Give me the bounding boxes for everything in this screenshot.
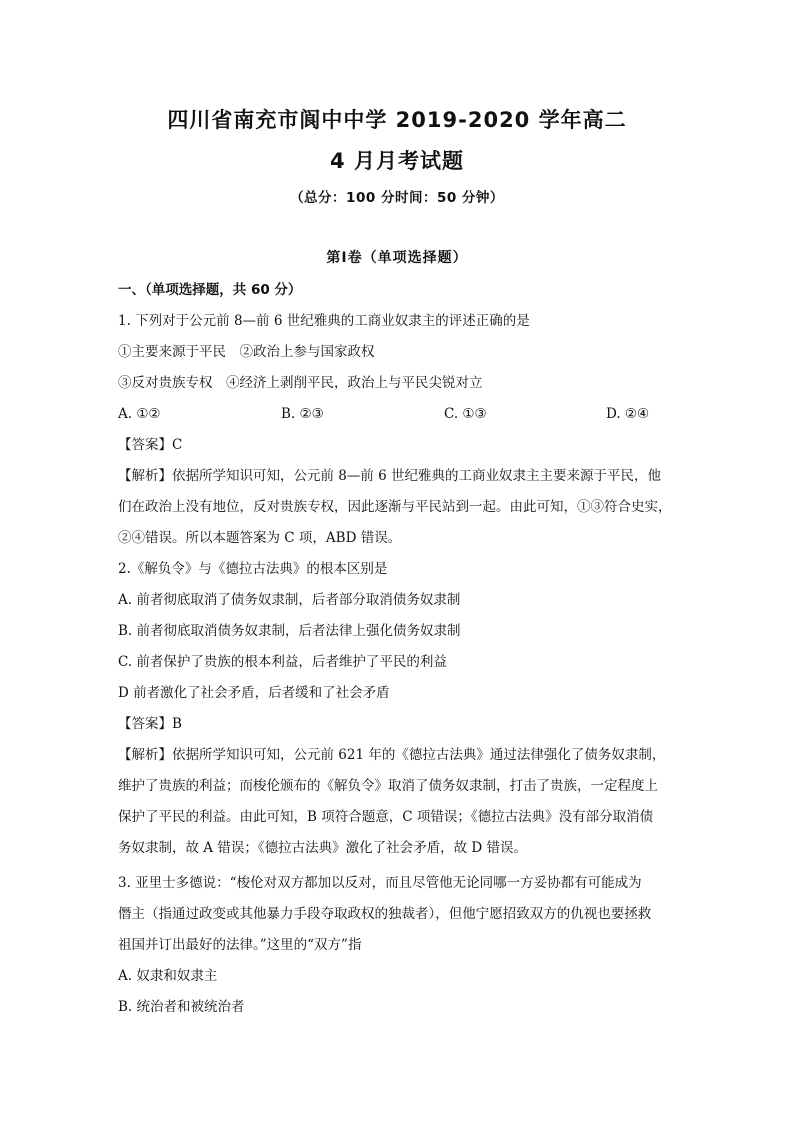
question-2-analysis-line: 保护了平民的利益。由此可知，B 项符合题意，C 项错误；《德拉古法典》没有部分取消债	[118, 809, 654, 825]
exam-meta: （总分：100 分时间：50 分钟）	[290, 190, 504, 206]
page-title: 四川省南充市阆中中学 2019-2020 学年高二	[167, 108, 627, 132]
question-3-stem-line: 僭主（指通过政变或其他暴力手段夺取政权的独裁者），但他宁愿招致双方的仇视也要拯救	[118, 906, 652, 922]
question-2-answer: 【答案】B	[118, 716, 182, 732]
question-1-answer: 【答案】C	[118, 437, 183, 453]
option-c: C. ①③	[444, 406, 487, 422]
question-2-stem: 2.《解负令》与《德拉古法典》的根本区别是	[118, 561, 388, 577]
question-1-options	[118, 404, 688, 424]
question-1-statements-b: ③反对贵族专权 ④经济上剥削平民，政治上与平民尖锐对立	[118, 375, 483, 391]
question-3-stem-line: 祖国并订出最好的法律。”这里的“双方”指	[118, 937, 362, 953]
question-2-analysis-line: 务奴隶制，故 A 错误；《德拉古法典》激化了社会矛盾，故 D 错误。	[118, 840, 527, 856]
question-2-option-b: B. 前者彻底取消债务奴隶制，后者法律上强化债务奴隶制	[118, 623, 461, 639]
option-a: A. ①②	[118, 406, 161, 422]
question-2-analysis-line: 维护了贵族的利益；而梭伦颁布的《解负令》取消了债务奴隶制，打击了贵族，一定程度上	[118, 778, 658, 794]
section-title: 第Ⅰ卷（单项选择题）	[326, 250, 468, 266]
question-3-option-b: B. 统治者和被统治者	[118, 999, 245, 1015]
question-1-statements-a: ①主要来源于平民 ②政治上参与国家政权	[118, 344, 375, 360]
question-2-option-c: C. 前者保护了贵族的根本利益，后者维护了平民的利益	[118, 654, 447, 670]
part-heading: 一、（单项选择题，共 60 分）	[118, 282, 302, 298]
option-d: D. ②④	[606, 406, 650, 422]
page-subtitle: 4 月月考试题	[330, 149, 464, 173]
question-2-option-a: A. 前者彻底取消了债务奴隶制，后者部分取消债务奴隶制	[118, 592, 461, 608]
question-1-stem: 1. 下列对于公元前 8—前 6 世纪雅典的工商业奴隶主的评述正确的是	[118, 313, 530, 329]
question-3-stem-line: 3. 亚里士多德说：“梭伦对双方都加以反对，而且尽管他无论同哪一方妥协都有可能成为	[118, 875, 642, 891]
question-2-analysis-line: 【解析】依据所学知识可知，公元前 621 年的《德拉古法典》通过法律强化了债务奴隶制，	[118, 747, 666, 763]
question-2-option-d: D 前者激化了社会矛盾，后者缓和了社会矛盾	[118, 685, 390, 701]
option-b: B. ②③	[281, 406, 324, 422]
question-3-option-a: A. 奴隶和奴隶主	[118, 968, 218, 984]
question-1-analysis-line: ②④错误。所以本题答案为 C 项，ABD 错误。	[118, 530, 402, 546]
question-1-analysis-line: 们在政治上没有地位，反对贵族专权，因此逐渐与平民站到一起。由此可知，①③符合史实，	[118, 499, 672, 515]
question-1-analysis-line: 【解析】依据所学知识可知，公元前 8—前 6 世纪雅典的工商业奴隶主主要来源于平民，他	[118, 468, 662, 484]
